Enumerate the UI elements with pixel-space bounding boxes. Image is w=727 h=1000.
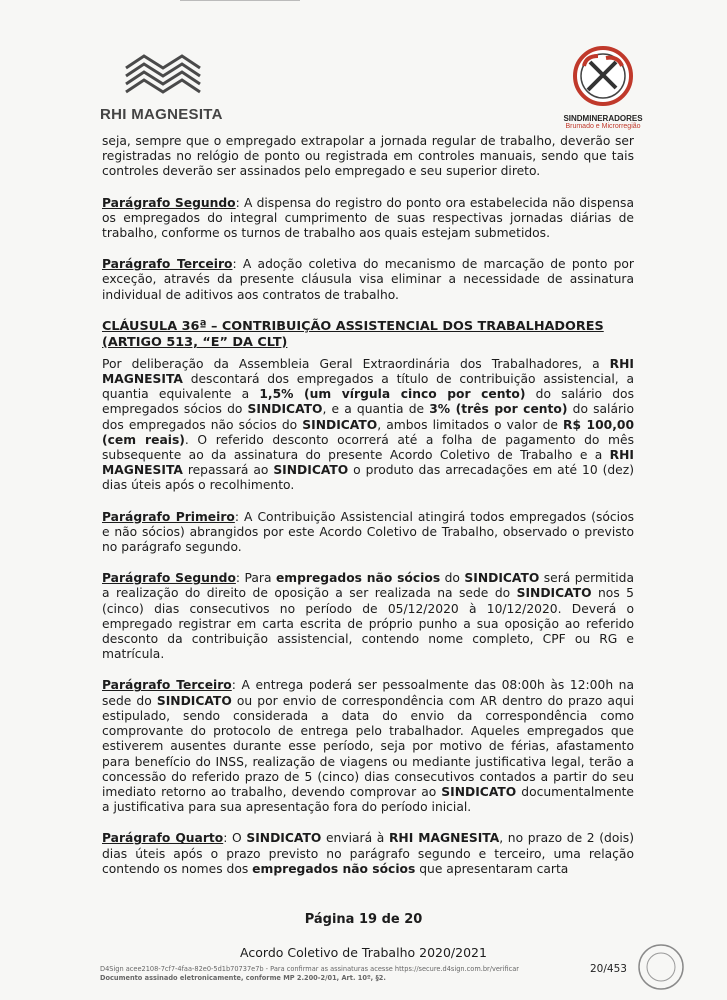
rhi-chevron-icon <box>122 50 204 102</box>
sind-logo-text: SINDMINERADORES <box>563 114 643 123</box>
paragraph: Parágrafo Primeiro: A Contribuição Assistencial atingirá todos empregados (sócios e não sócios) abrangidos por este Acordo Coletivo de Trabalho, observado o previsto no parágrafo segundo. <box>102 509 634 555</box>
sindmineradores-logo <box>548 44 658 131</box>
paragraph-label: Parágrafo Primeiro <box>102 509 235 524</box>
paragraph: Parágrafo Segundo: Para empregados não sócios do SINDICATO será permitida a realização do direito de oposição a ser realizada na sede do SINDICATO nos 5 (cinco) dias consecutivos no período de 05/12/2020 à 10/12/2020. Deverá o empregado registrar em carta escrita de próprio punho a sua oposição ao referido desconto da contribuição assistencial, contendo nome completo, CPF ou RG e matrícula. <box>102 571 634 662</box>
paragraph-label: Parágrafo Terceiro <box>102 678 232 693</box>
d4sign-legal: Documento assinado eletronicamente, conforme MP 2.200-2/01, Art. 10º, §2. <box>100 974 386 982</box>
paragraph-label: Parágrafo Segundo <box>102 571 236 586</box>
paragraph: Parágrafo Terceiro: A adoção coletiva do mecanismo de marcação de ponto por exceção, através da presente cláusula visa eliminar a necessidade de assinatura individual de aditivos aos contratos de trabalho. <box>102 257 634 302</box>
pickaxe-emblem-icon <box>570 44 636 108</box>
rhi-logo-text: RHI MAGNESITA <box>100 106 223 123</box>
paragraph: Parágrafo Quarto: O SINDICATO enviará à RHI MAGNESITA, no prazo de 2 (dois) dias úteis após o prazo previsto no parágrafo segundo e terceiro, uma relação contendo os nomes dos empregados não sócios que apresentaram carta <box>102 831 635 876</box>
agreement-footer: Acordo Coletivo de Trabalho 2020/2021 <box>240 945 487 960</box>
sind-logo-subtext: Brumado e Microrregião <box>565 123 641 130</box>
paragraph-label: Parágrafo Quarto <box>102 831 224 846</box>
paragraph: Parágrafo Segundo: A dispensa do registro do ponto ora estabelecida não dispensa os empregados do integral cumprimento de suas respectivas jornadas diárias de trabalho, conforme os turnos de trabalho aos quais estejam submetidos. <box>102 195 634 241</box>
round-stamp-icon <box>632 942 690 992</box>
paragraph-label: Parágrafo Segundo <box>102 195 236 210</box>
d4sign-verification: D4Sign acee2108-7cf7-4faa-82e0-5d1b70737e7b - Para confirmar as assinaturas acesse https://secure.d4sign.com.br/verificar <box>100 965 519 973</box>
paragraph: Por deliberação da Assembleia Geral Extraordinária dos Trabalhadores, a RHI MAGNESITA descontará dos empregados a título de contribuição assistencial, a quantia equivalente a 1,5% (um vírgula cinco por cento) do salário dos empregados sócios do SINDICATO, e a quantia de 3% (três por cento) do salário dos empregados não sócios do SINDICATO, ambos limitados o valor de R$ 100,00 (cem reais). O referido desconto ocorrerá até a folha de pagamento do mês subsequente ao da assinatura do presente Acordo Coletivo de Trabalho e a RHI MAGNESITA repassará ao SINDICATO o produto das arrecadações em até 10 (dez) dias úteis após o recolhimento. <box>102 356 635 493</box>
clause-heading: CLÁUSULA 36ª – CONTRIBUIÇÃO ASSISTENCIAL DOS TRABALHADORES (ARTIGO 513, “E” DA CLT) <box>102 318 604 350</box>
page-count: 20/453 <box>590 963 627 975</box>
document-body <box>102 134 634 893</box>
page-number: Página 19 de 20 <box>304 912 423 927</box>
scan-edge-line <box>180 0 300 1</box>
paragraph-label: Parágrafo Terceiro <box>102 257 233 272</box>
paragraph: Parágrafo Terceiro: A entrega poderá ser pessoalmente das 08:00h às 12:00h na sede do SINDICATO ou por envio de correspondência com AR dentro do prazo aqui estipulado, sendo considerada a data do envio da correspondência como comprovante do protocolo de entrega pelo trabalhador. Aqueles empregados que estiverem ausentes durante esse período, seja por motivo de férias, afastamento para benefício do INSS, realização de viagens ou mediante justificativa legal, terão a concessão do referido prazo de 5 (cinco) dias consecutivos contados a partir do seu imediato retorno ao trabalho, devendo comprovar ao SINDICATO documentalmente a justificativa para sua apresentação fora do período inicial. <box>102 678 635 815</box>
rhi-magnesita-logo <box>100 50 240 123</box>
paragraph: seja, sempre que o empregado extrapolar a jornada regular de trabalho, deverão ser registradas no relógio de ponto ou registrada em controles manuais, sendo que tais controles deverão ser assinados pelo empregado e seu superior direto. <box>102 134 634 179</box>
d4sign-footer <box>100 965 519 983</box>
